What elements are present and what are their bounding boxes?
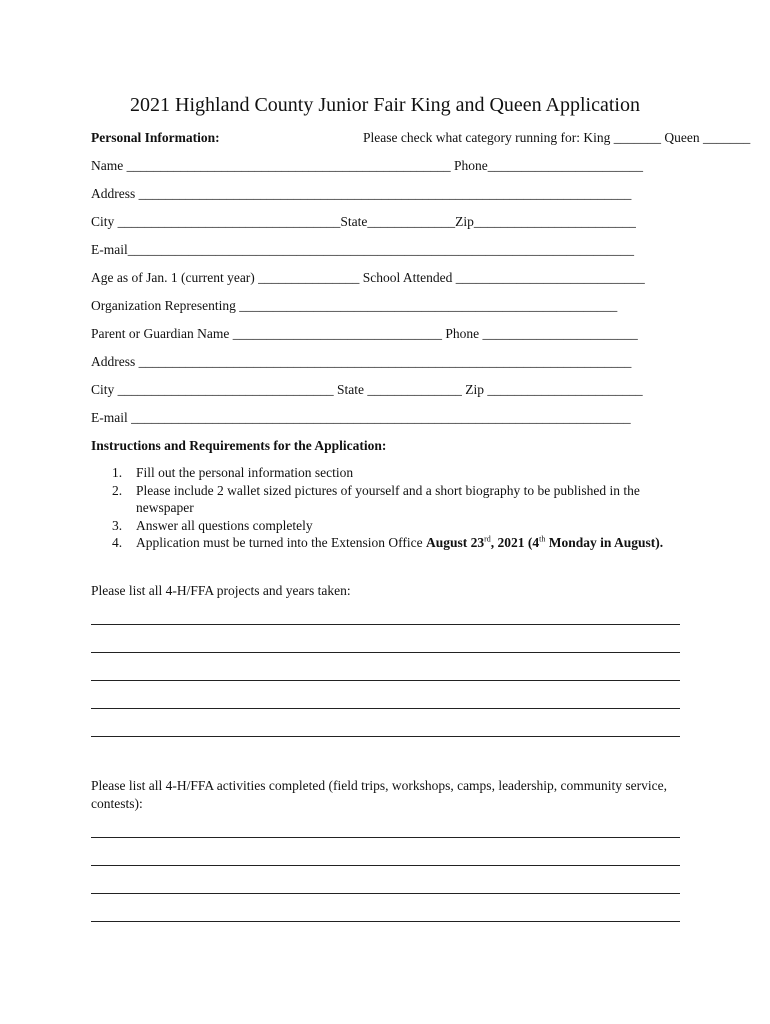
personal-info-row — [91, 129, 751, 147]
item-number: 1. — [112, 465, 123, 480]
instruction-item — [91, 464, 681, 482]
guardian-address-field[interactable]: Address _________________________________________________________________________ — [91, 354, 632, 369]
email-field[interactable]: E-mail___________________________________________________________________________ — [91, 242, 634, 257]
item-number: 3. — [112, 517, 123, 533]
activities-answer-line[interactable] — [91, 837, 680, 838]
name-phone-field[interactable]: Name ________________________________________________ Phone_______________________ — [91, 158, 643, 173]
activities-answer-line[interactable] — [91, 865, 680, 866]
organization-field[interactable]: Organization Representing ________________________________________________________ — [91, 298, 618, 313]
address-field[interactable]: Address _________________________________________________________________________ — [91, 186, 632, 201]
personal-info-heading: Personal Information: — [91, 130, 220, 145]
activities-prompt: Please list all 4-H/FFA activities completed (field trips, workshops, camps, leadership, community service, contests): — [91, 778, 668, 811]
deadline-date: August 23 — [425, 535, 485, 550]
category-checkbox-line[interactable]: Please check what category running for: King _______ Queen _______ — [363, 130, 751, 145]
guardian-email-field[interactable]: E-mail __________________________________________________________________________ — [91, 410, 631, 425]
city-state-zip-field[interactable]: City _________________________________State_____________Zip________________________ — [91, 214, 636, 229]
deadline-ordinal-suffix: th — [539, 534, 546, 544]
item-text: Please include 2 wallet sized pictures of yourself and a short biography to be published in the newspaper — [136, 482, 640, 515]
projects-prompt: Please list all 4-H/FFA projects and years taken: — [91, 583, 351, 598]
instruction-item — [91, 482, 681, 517]
instructions-list — [91, 464, 681, 552]
deadline-date-suffix: rd — [484, 534, 491, 544]
instruction-item — [91, 534, 681, 552]
projects-answer-line[interactable] — [91, 736, 680, 737]
projects-answer-line[interactable] — [91, 708, 680, 709]
item-text: Fill out the personal information section — [136, 465, 354, 480]
age-school-field[interactable]: Age as of Jan. 1 (current year) _______________ School Attended ____________________________ — [91, 270, 645, 285]
item-number: 4. — [112, 535, 123, 550]
deadline-year: , 2021 (4 — [490, 535, 540, 550]
item-number: 2. — [112, 482, 123, 498]
projects-answer-line[interactable] — [91, 652, 680, 653]
page-title: 2021 Highland County Junior Fair King and Queen Application — [130, 94, 640, 116]
deadline-weekday: Monday in August). — [545, 535, 664, 550]
guardian-city-state-zip-field[interactable]: City ________________________________ State ______________ Zip _______________________ — [91, 382, 643, 397]
item-text: Answer all questions completely — [136, 517, 313, 533]
activities-answer-line[interactable] — [91, 921, 680, 922]
projects-answer-line[interactable] — [91, 624, 680, 625]
instruction-item — [91, 517, 681, 535]
projects-answer-line[interactable] — [91, 680, 680, 681]
guardian-phone-field[interactable]: Parent or Guardian Name _______________________________ Phone _______________________ — [91, 326, 638, 341]
instructions-heading: Instructions and Requirements for the Application: — [91, 438, 387, 453]
activities-answer-line[interactable] — [91, 893, 680, 894]
item-text: Application must be turned into the Extension Office — [136, 535, 426, 550]
